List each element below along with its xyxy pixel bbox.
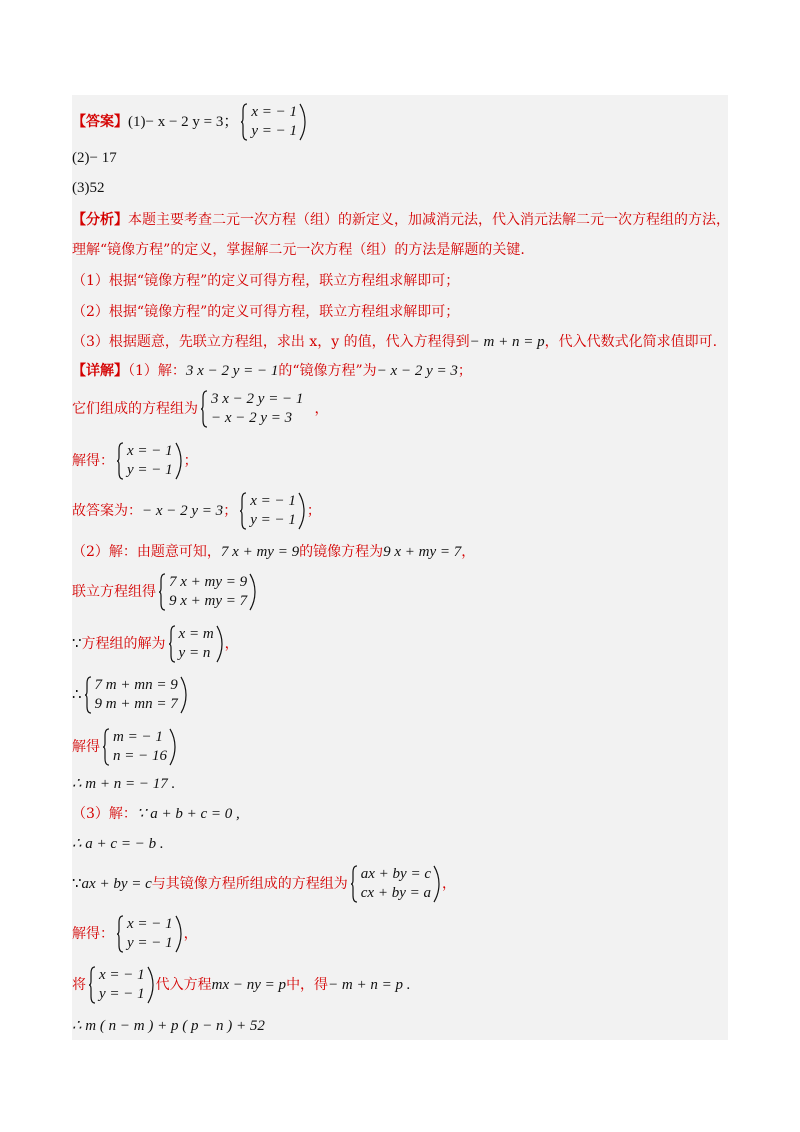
detail-p3-final: ∴ m ( n − m ) + p ( p − n ) + 52 bbox=[72, 1018, 265, 1034]
detail-p3-substitute-system: x = − 1 y = − 1 bbox=[88, 966, 154, 1004]
analysis-line1: 【分析】本题主要考查二元一次方程（组）的新定义，加减消元法，代入消元法解二元一次方程组的方法， bbox=[72, 212, 730, 228]
analysis-tag: 【分析】 bbox=[72, 212, 128, 228]
analysis-item3: （3）根据题意，先联立方程组，求出 x，y 的值，代入方程得到− m + n = p，代入代数式化简求值即可. bbox=[72, 334, 718, 350]
analysis-item2: （2）根据“镜像方程”的定义可得方程，联立方程组求解即可； bbox=[72, 304, 460, 320]
detail-tag: 【详解】 bbox=[72, 363, 128, 379]
analysis-line2: 理解“镜像方程”的定义，掌握解二元一次方程（组）的方法是解题的关键. bbox=[72, 242, 525, 258]
detail-p1-solve-line: 解得： x = − 1 y = − 1 ； bbox=[72, 443, 198, 478]
detail-p3-solve-system: x = − 1 y = − 1 bbox=[116, 915, 182, 953]
answer-tag: 【答案】 bbox=[72, 114, 128, 130]
detail-p3-system-line: ∵ax + by = c与其镜像方程所组成的方程组为 ax + by = c cx + by = a ， bbox=[72, 866, 456, 901]
answer-part1-eq: (1)− x − 2 y = 3； bbox=[128, 114, 239, 130]
answer-line bbox=[72, 103, 308, 141]
detail-p1-intro: 【详解】（1）解：3 x − 2 y = − 1的“镜像方程”为− x − 2 y = 3； bbox=[72, 363, 472, 379]
detail-p2-solve-line: 解得 m = − 1 n = − 16 bbox=[72, 728, 178, 766]
detail-p3-eq2: ∴ a + c = − b . bbox=[72, 836, 164, 852]
detail-p3-intro: （3）解：∵ a + b + c = 0 , bbox=[72, 806, 240, 822]
answer-system: x = − 1 y = − 1 bbox=[240, 103, 306, 141]
detail-p3-system: ax + by = c cx + by = a bbox=[350, 865, 440, 903]
detail-p2-mn-line: ∴ 7 m + mn = 9 9 m + mn = 7 bbox=[72, 676, 189, 714]
detail-p2-result: ∴ m + n = − 17 . bbox=[72, 776, 176, 792]
analysis-item3-math: − m + n = p bbox=[469, 334, 545, 350]
detail-p1-answer-line: 故答案为：− x − 2 y = 3； x = − 1 y = − 1 ； bbox=[72, 493, 321, 528]
detail-p2-system-line: 联立方程组得 7 x + my = 9 9 x + my = 7 bbox=[72, 573, 258, 611]
detail-p3-substitute-line: 将 x = − 1 y = − 1 代入方程mx − ny = p中，得− m + n = p . bbox=[72, 967, 411, 1002]
detail-p2-solve-system: m = − 1 n = − 16 bbox=[102, 728, 176, 766]
detail-p2-solution-system: x = m y = n bbox=[168, 625, 223, 663]
detail-p2-solution-line: ∵方程组的解为 x = m y = n ， bbox=[72, 626, 239, 661]
detail-p2-system: 7 x + my = 9 9 x + my = 7 bbox=[158, 573, 256, 611]
detail-p1-answer-system: x = − 1 y = − 1 bbox=[239, 492, 305, 530]
detail-p1-system: 3 x − 2 y = − 1 − x − 2 y = 3 bbox=[200, 390, 312, 428]
detail-p2-mn-system: 7 m + mn = 9 9 m + mn = 7 bbox=[84, 676, 187, 714]
answer-part3: (3)52 bbox=[72, 180, 105, 196]
detail-p2-intro: （2）解：由题意可知，7 x + my = 9的镜像方程为9 x + my = 7， bbox=[72, 544, 476, 560]
answer-part2: (2)− 17 bbox=[72, 150, 117, 166]
detail-p1-solve-system: x = − 1 y = − 1 bbox=[116, 442, 182, 480]
detail-p1-system-line: 它们组成的方程组为 3 x − 2 y = − 1 − x − 2 y = 3 ， bbox=[72, 391, 329, 426]
detail-p3-solve-line: 解得： x = − 1 y = − 1 ， bbox=[72, 916, 198, 951]
analysis-item1: （1）根据“镜像方程”的定义可得方程，联立方程组求解即可； bbox=[72, 273, 460, 289]
